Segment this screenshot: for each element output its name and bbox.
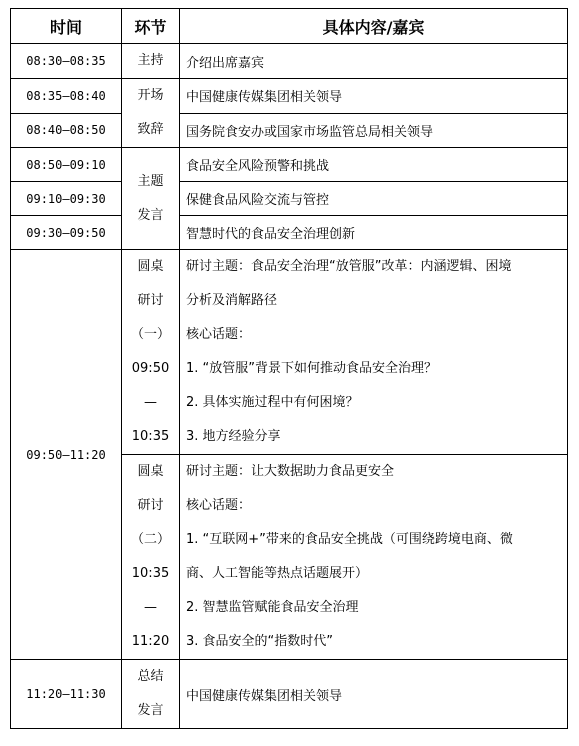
phase-line: （二） (130, 532, 170, 547)
phase-line: 研讨 (137, 498, 164, 513)
phase-line: 09:50 (131, 361, 170, 376)
table-row (11, 44, 568, 79)
agenda-table (10, 8, 568, 729)
roundtable-time: 09:50—11:20 (11, 250, 122, 660)
roundtable2-phase (122, 455, 180, 660)
content-line: 2. 具体实施过程中有何困境？ (186, 395, 359, 410)
row-content: 食品安全风险预警和挑战 (180, 148, 568, 182)
roundtable1-content (180, 250, 568, 455)
phase-line: 发言 (137, 703, 164, 718)
header-content: 具体内容/嘉宾 (180, 9, 568, 44)
row-time: 08:40—08:50 (11, 113, 122, 148)
row-time: 08:35—08:40 (11, 79, 122, 114)
header-time: 时间 (11, 9, 122, 44)
row-time: 09:30—09:50 (11, 216, 122, 250)
table-row (11, 113, 568, 148)
phase-line: 11:20 (131, 634, 170, 649)
row-time: 09:10—09:30 (11, 182, 122, 216)
row-time: 08:50—09:10 (11, 148, 122, 182)
content-line: 核心话题： (186, 498, 252, 513)
content-line: 2. 智慧监管赋能食品安全治理 (186, 600, 359, 615)
phase-line: 发言 (137, 207, 164, 223)
phase-line: 圆桌 (137, 259, 164, 274)
row-content: 保健食品风险交流与管控 (180, 182, 568, 216)
content-line: 3. 地方经验分享 (186, 429, 281, 444)
phase-line: 总结 (137, 669, 164, 684)
row-content: 国务院食安办或国家市场监管总局相关领导 (180, 113, 568, 148)
row-content: 介绍出席嘉宾 (180, 44, 568, 79)
content-line: 3. 食品安全的“指数时代” (186, 634, 334, 649)
keynote-phase (122, 148, 180, 250)
row-content: 智慧时代的食品安全治理创新 (180, 216, 568, 250)
content-line: 1. “放管服”背景下如何推动食品安全治理？ (186, 361, 438, 376)
closing-phase (122, 660, 180, 729)
row-phase: 致辞 (122, 113, 180, 148)
content-line: 核心话题： (186, 327, 252, 342)
content-line: 研讨主题：食品安全治理“放管服”改革：内涵逻辑、困境 (186, 259, 512, 274)
content-line: 研讨主题：让大数据助力食品更安全 (186, 464, 395, 479)
row-content: 中国健康传媒集团相关领导 (180, 79, 568, 114)
table-row (11, 182, 568, 216)
header-row (11, 9, 568, 44)
closing-time: 11:20—11:30 (11, 660, 122, 729)
phase-line: 10:35 (131, 429, 170, 444)
content-line: 分析及消解路径 (186, 293, 278, 308)
roundtable2-content (180, 455, 568, 660)
table-row (11, 79, 568, 114)
table-row (11, 660, 568, 729)
table-row (11, 250, 568, 455)
content-line: 1. “互联网+”带来的食品安全挑战（可围绕跨境电商、微 (186, 532, 513, 547)
phase-line: 圆桌 (137, 464, 164, 479)
row-phase: 开场 (122, 79, 180, 114)
phase-line: 主题 (137, 173, 164, 189)
phase-line: — (144, 600, 157, 615)
table-row (11, 148, 568, 182)
roundtable1-phase (122, 250, 180, 455)
phase-line: 10:35 (131, 566, 170, 581)
table-row (11, 216, 568, 250)
row-phase: 主持 (122, 44, 180, 79)
phase-line: 研讨 (137, 293, 164, 308)
phase-line: — (144, 395, 157, 410)
row-time: 08:30—08:35 (11, 44, 122, 79)
closing-content: 中国健康传媒集团相关领导 (180, 660, 568, 729)
phase-line: （一） (130, 327, 170, 342)
header-phase: 环节 (122, 9, 180, 44)
content-line: 商、人工智能等热点话题展开） (186, 566, 369, 581)
